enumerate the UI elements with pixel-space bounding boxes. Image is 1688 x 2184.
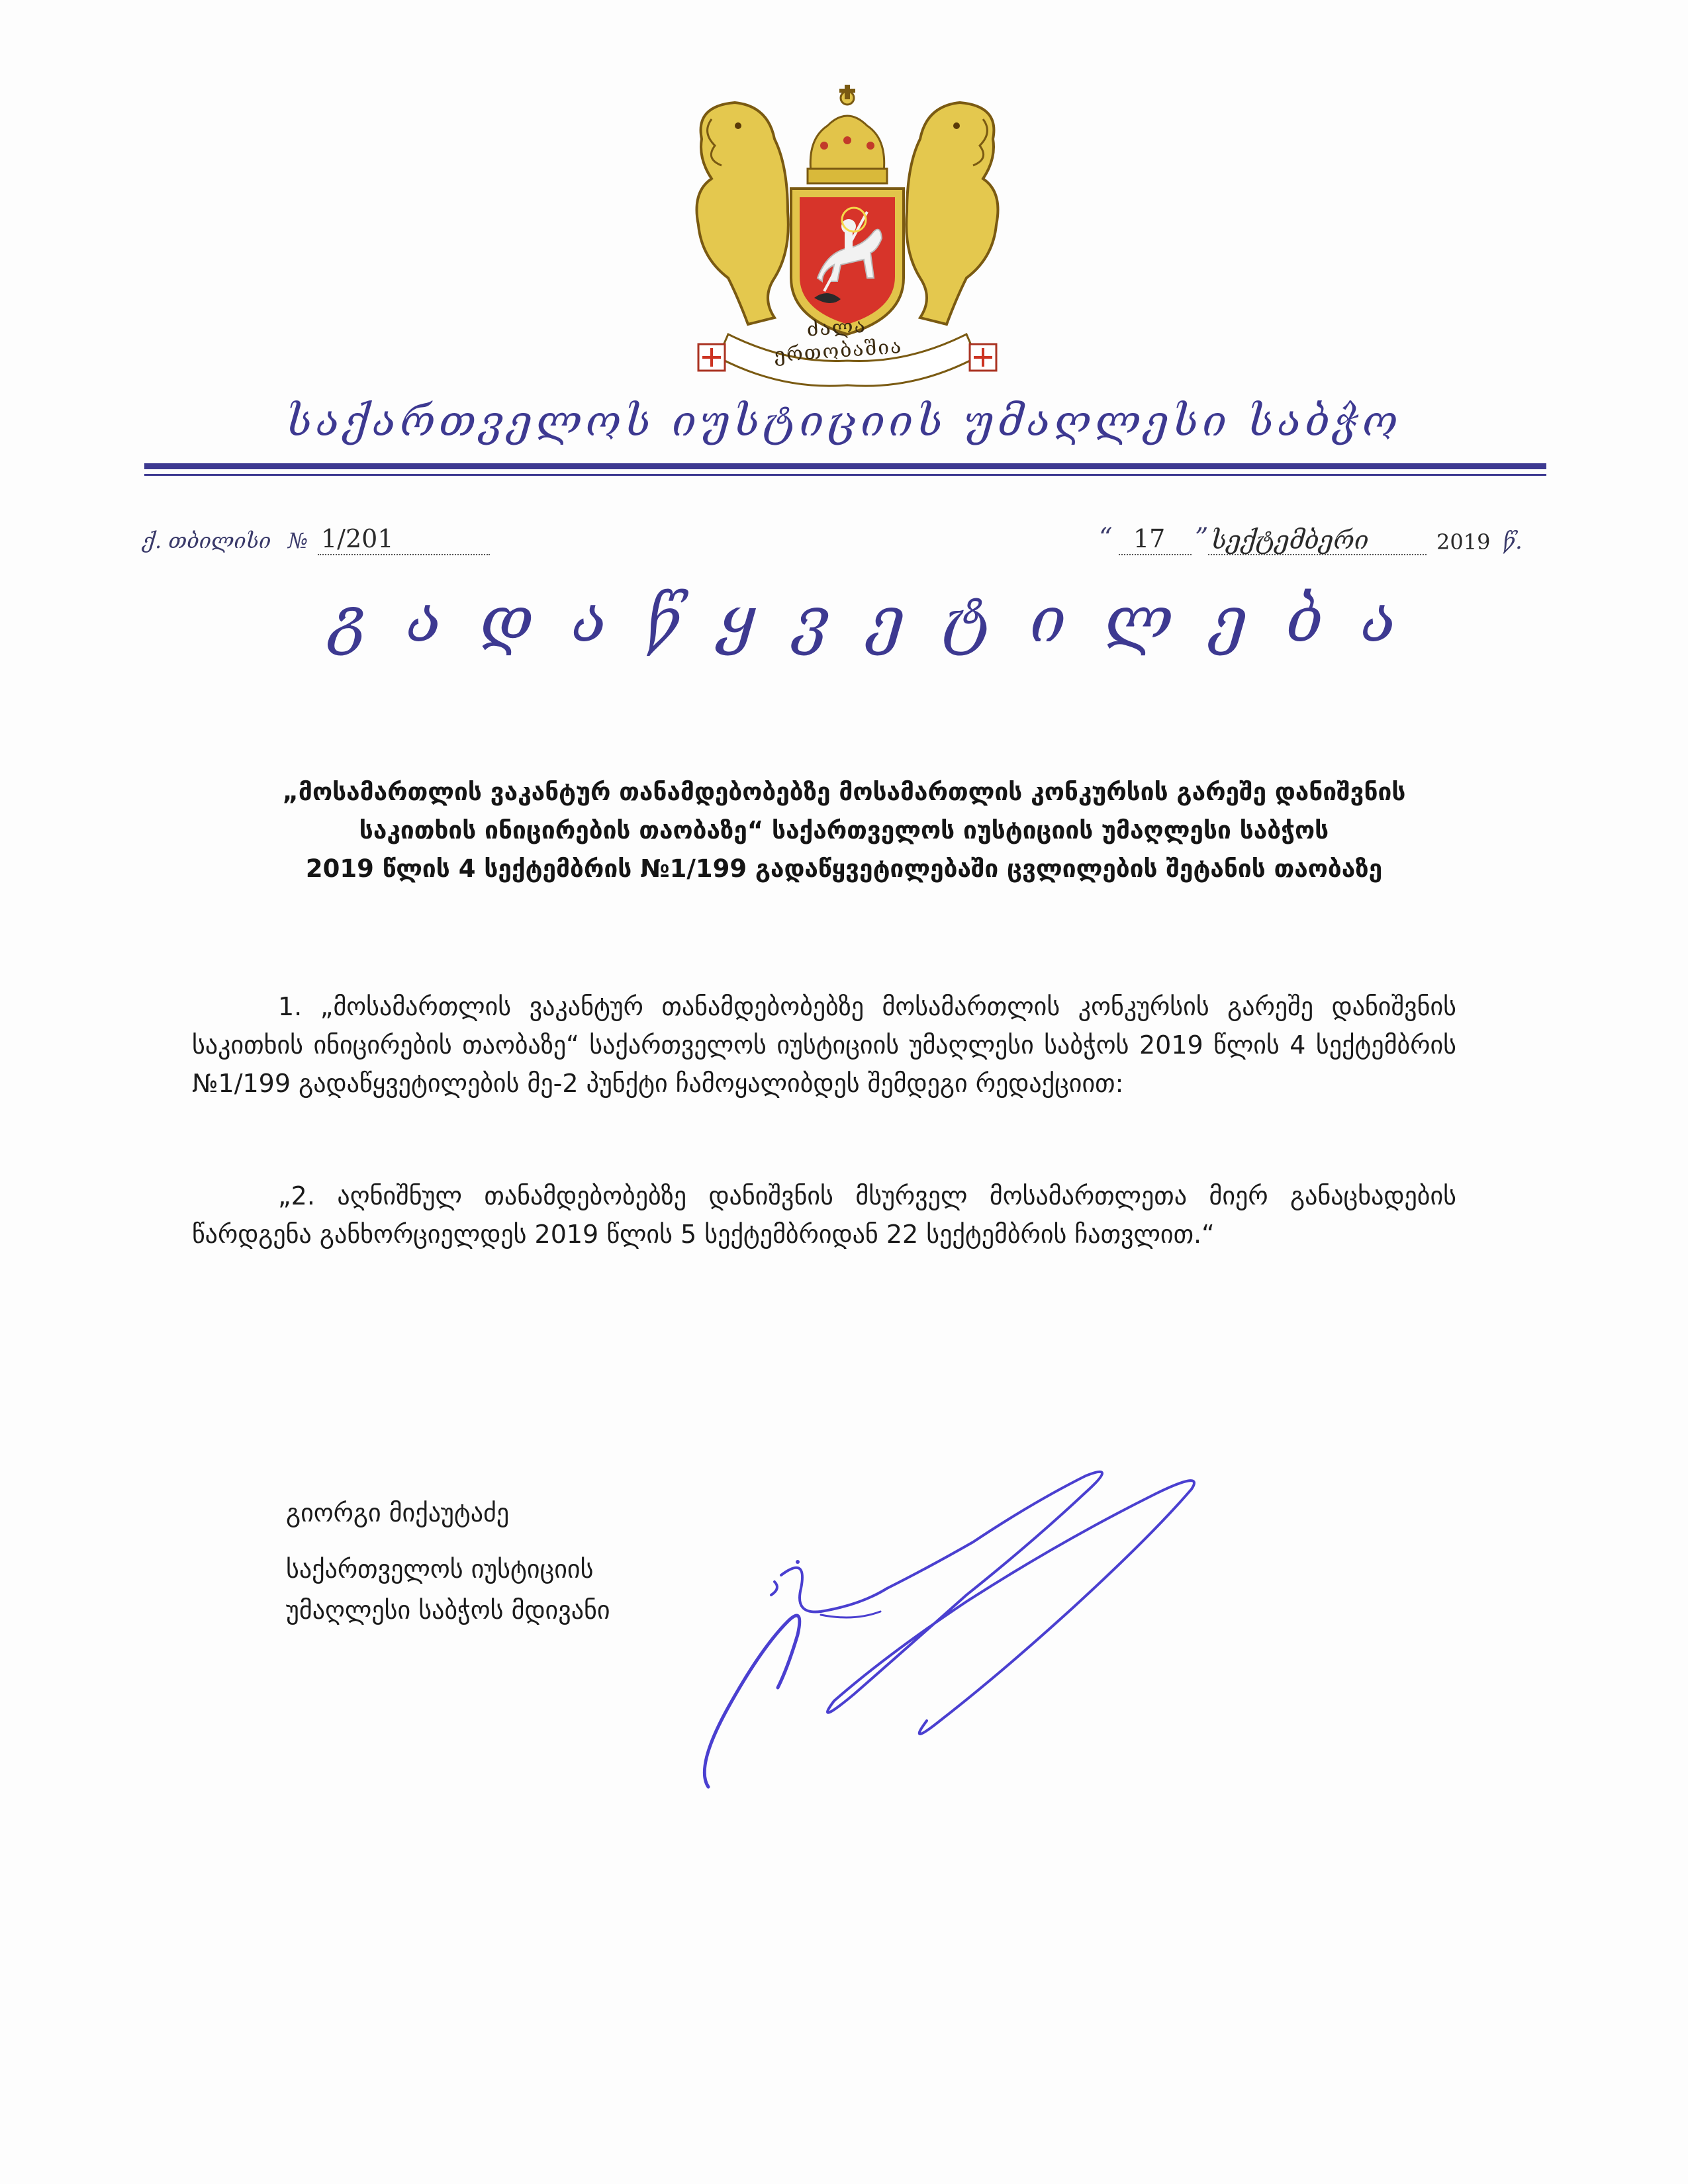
day-quote-close: ” bbox=[1195, 523, 1209, 553]
handwritten-signature bbox=[688, 1456, 1271, 1800]
number-dotted-line bbox=[318, 553, 490, 555]
year-suffix: წ. bbox=[1503, 528, 1523, 555]
number-label: № bbox=[288, 528, 308, 553]
document-title: გადაწყვეტილება bbox=[330, 582, 1435, 657]
signatory-name: გიორგი მიქაუტაძე bbox=[286, 1498, 510, 1527]
emblem-motto: ძალა ერთობაშია bbox=[773, 314, 904, 367]
decision-month: სექტემბერი bbox=[1211, 525, 1369, 555]
subject-line-3: 2019 წლის 4 სექტემბრის №1/199 გადაწყვეტილებაში ცვლილების შეტანის თაობაზე bbox=[305, 854, 1383, 883]
day-quote-open: “ bbox=[1099, 523, 1113, 553]
day-dotted-line bbox=[1119, 553, 1192, 555]
subject-heading bbox=[199, 773, 1489, 888]
month-dotted-line bbox=[1208, 553, 1427, 555]
decision-number: 1/201 bbox=[321, 524, 394, 553]
signatory-position-line-1: საქართველოს იუსტიციის bbox=[286, 1555, 594, 1584]
left-lion-icon bbox=[697, 103, 788, 324]
city-label: ქ. თბილისი bbox=[142, 528, 271, 553]
signatory-position-line-2: უმაღლესი საბჭოს მდივანი bbox=[286, 1596, 610, 1625]
crown-icon bbox=[808, 85, 887, 183]
council-name: საქართველოს იუსტიციის უმაღლესი საბჭო bbox=[286, 397, 1402, 446]
right-lion-icon bbox=[906, 103, 998, 324]
header-rule-thick bbox=[144, 463, 1546, 469]
decision-year: 2019 bbox=[1436, 529, 1491, 555]
subject-line-2: საკითხის ინიცირების თაობაზე“ საქართველოს იუსტიციის უმაღლესი საბჭოს bbox=[359, 816, 1329, 844]
body-paragraph-2: „2. აღნიშნულ თანამდებობებზე დანიშვნის მსურველ მოსამართლეთა მიერ განაცხადების წარდგენა განხორციელდეს 2019 წლის 5 სექტემბრიდან 22 სექტემბრის ჩათვლით.“ bbox=[192, 1181, 1456, 1249]
subject-line-1: „მოსამართლის ვაკანტურ თანამდებობებზე მოსამართლის კონკურსის გარეშე დანიშვნის bbox=[282, 778, 1406, 806]
decision-day: 17 bbox=[1133, 524, 1166, 553]
body-paragraph-1: 1. „მოსამართლის ვაკანტურ თანამდებობებზე მოსამართლის კონკურსის გარეშე დანიშვნის საკითხის ინიცირების თაობაზე“ საქართველოს იუსტიციის უმაღლესი საბჭოს 2019 წლის 4 სექტემბრის №1/199 გადაწყვეტილების მე-2 პუნქტი ჩამოყალიბდეს შემდეგი რედაქციით: bbox=[192, 992, 1456, 1098]
header-rule-thin bbox=[144, 474, 1546, 476]
